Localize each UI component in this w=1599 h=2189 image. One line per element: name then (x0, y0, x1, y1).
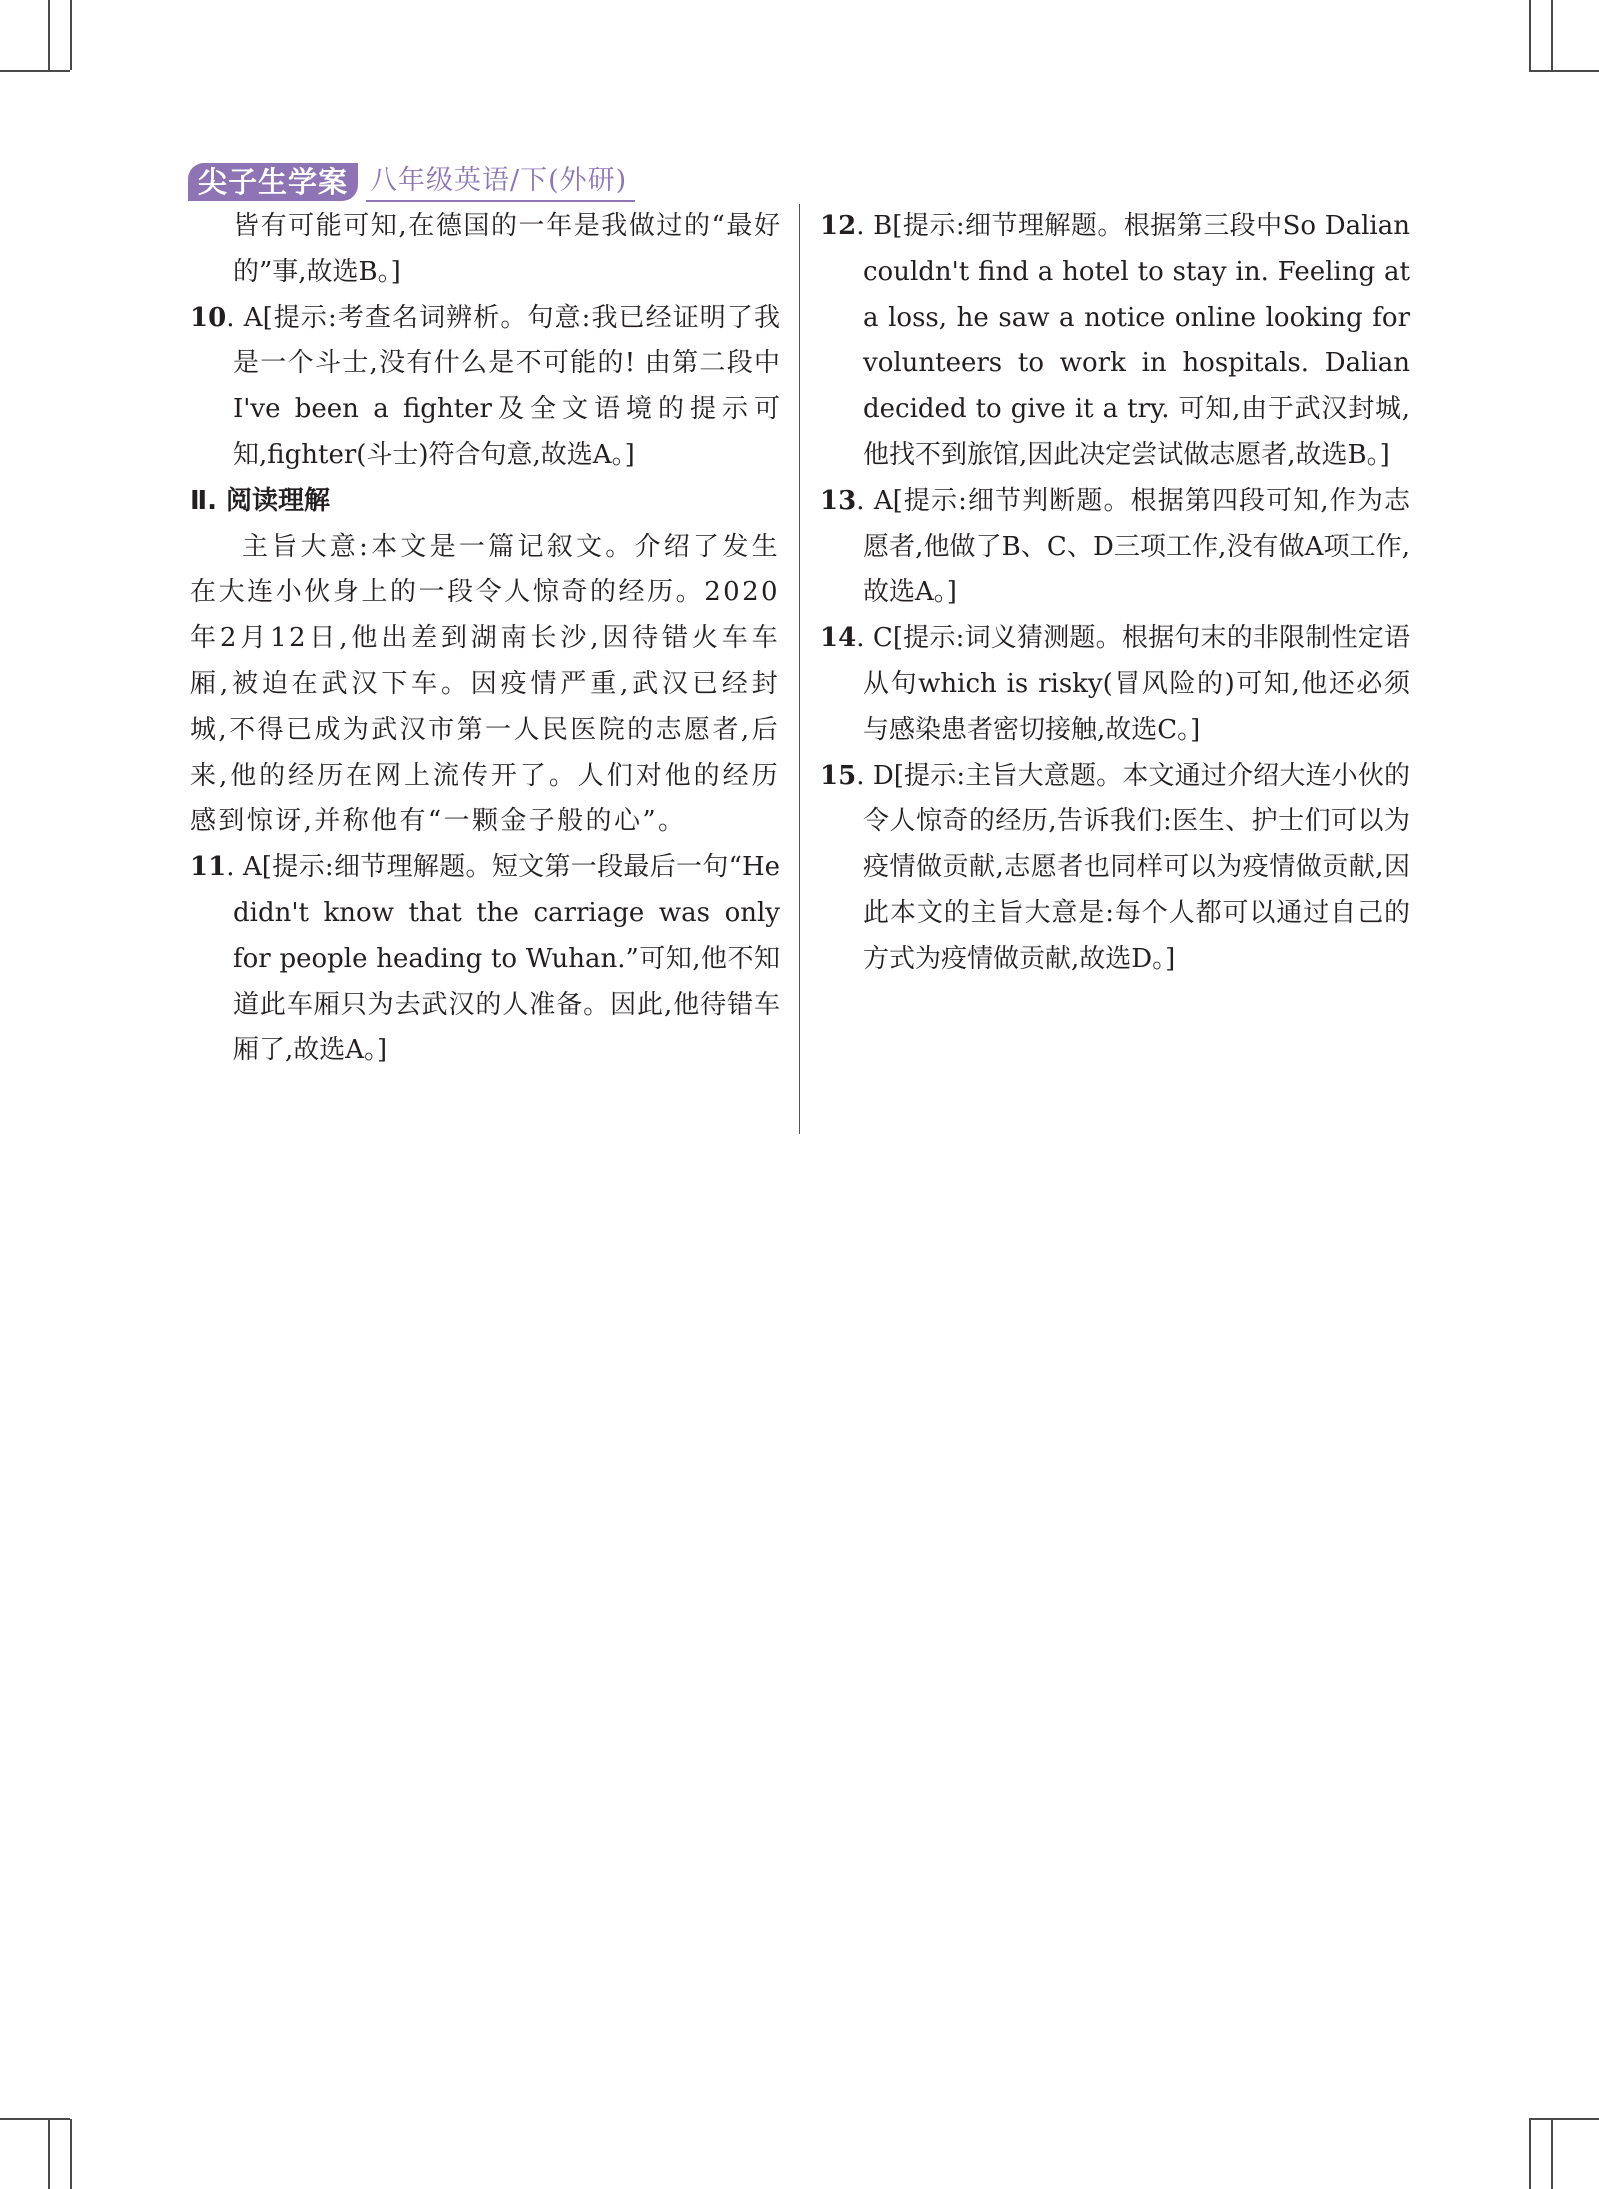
crop-mark-top-left-v2 (70, 0, 72, 70)
answer-11 (190, 845, 780, 1074)
crop-mark-top-right-v2 (1551, 0, 1553, 70)
column-divider (799, 204, 800, 1134)
summary-paragraph: 主旨大意:本文是一篇记叙文。介绍了发生在大连小伙身上的一段令人惊奇的经历。2020年2月12日,他出差到湖南长沙,因待错火车车厢,被迫在武汉下车。因疫情严重,武汉已经封城,不得已成为武汉市第一人民医院的志愿者,后来,他的经历在网上流传开了。人们对他的经历感到惊讶,并称他有“一颗金子般的心”。 (190, 531, 780, 837)
answer-10 (190, 296, 780, 479)
answer-15 (820, 754, 1410, 983)
answer-number: 13 (820, 485, 857, 516)
crop-mark-bottom-right-v2 (1551, 2119, 1553, 2189)
subject-title: 八年级英语/下(外研) (366, 162, 635, 202)
answer-text: . C[提示:词义猜测题。根据句末的非限制性定语从句which is risky(冒风险的)可知,他还必须与感染患者密切接触,故选C。] (856, 623, 1410, 745)
crop-mark-bottom-left-h (0, 2118, 70, 2120)
right-column (820, 204, 1410, 983)
answer-number: 15 (820, 760, 857, 791)
answer-number: 11 (190, 852, 227, 883)
crop-mark-top-right-h (1529, 70, 1599, 72)
section-title: Ⅱ. 阅读理解 (190, 485, 331, 516)
crop-mark-bottom-left-v2 (70, 2119, 72, 2189)
answer-text: . A[提示:细节判断题。根据第四段可知,作为志愿者,他做了B、C、D三项工作,没有做A项工作,故选A。] (856, 485, 1410, 608)
crop-mark-bottom-right-v (1529, 2119, 1531, 2189)
answer-14 (820, 616, 1410, 753)
answer-number: 12 (820, 211, 857, 241)
crop-mark-bottom-left-v (48, 2119, 50, 2189)
continuation-text: 皆有可能可知,在德国的一年是我做过的“最好的”事,故选B。] (233, 211, 780, 287)
answer-13 (820, 479, 1410, 616)
left-column (190, 204, 780, 1074)
answer-number: 10 (190, 302, 227, 333)
answer-text: . A[提示:细节理解题。短文第一段最后一句“He didn't know that the carriage was only for people heading to Wuhan.”可知,他不知道此车厢只为去武汉的人准备。因此,他待错车厢了,故选A。] (226, 852, 780, 1066)
crop-mark-top-right-v (1529, 0, 1531, 70)
answer-text: . A[提示:考查名词辨析。句意:我已经证明了我是一个斗士,没有什么是不可能的! 由第二段中I've been a fighter及全文语境的提示可知,fighter(斗士)符合句意,故选A。] (226, 302, 780, 470)
brand-logo: 尖子生学案 (188, 163, 358, 201)
answer-12 (820, 204, 1410, 479)
crop-mark-top-left-v (48, 0, 50, 70)
answer-text: . B[提示:细节理解题。根据第三段中So Dalian couldn't find a hotel to stay in. Feeling at a loss, he saw a notice online looking for volunteers to work in hospitals. Dalian decided to give it a try. 可知,由于武汉封城,他找不到旅馆,因此决定尝试做志愿者,故选B。] (856, 211, 1410, 470)
answer-text: . D[提示:主旨大意题。本文通过介绍大连小伙的令人惊奇的经历,告诉我们:医生、护士们可以为疫情做贡献,志愿者也同样可以为疫情做贡献,因此本文的主旨大意是:每个人都可以通过自己的方式为疫情做贡献,故选D。] (856, 760, 1410, 974)
page-header (188, 162, 635, 202)
crop-mark-top-left-h (0, 70, 70, 72)
crop-mark-bottom-right-h (1529, 2118, 1599, 2120)
answer-number: 14 (820, 623, 857, 654)
